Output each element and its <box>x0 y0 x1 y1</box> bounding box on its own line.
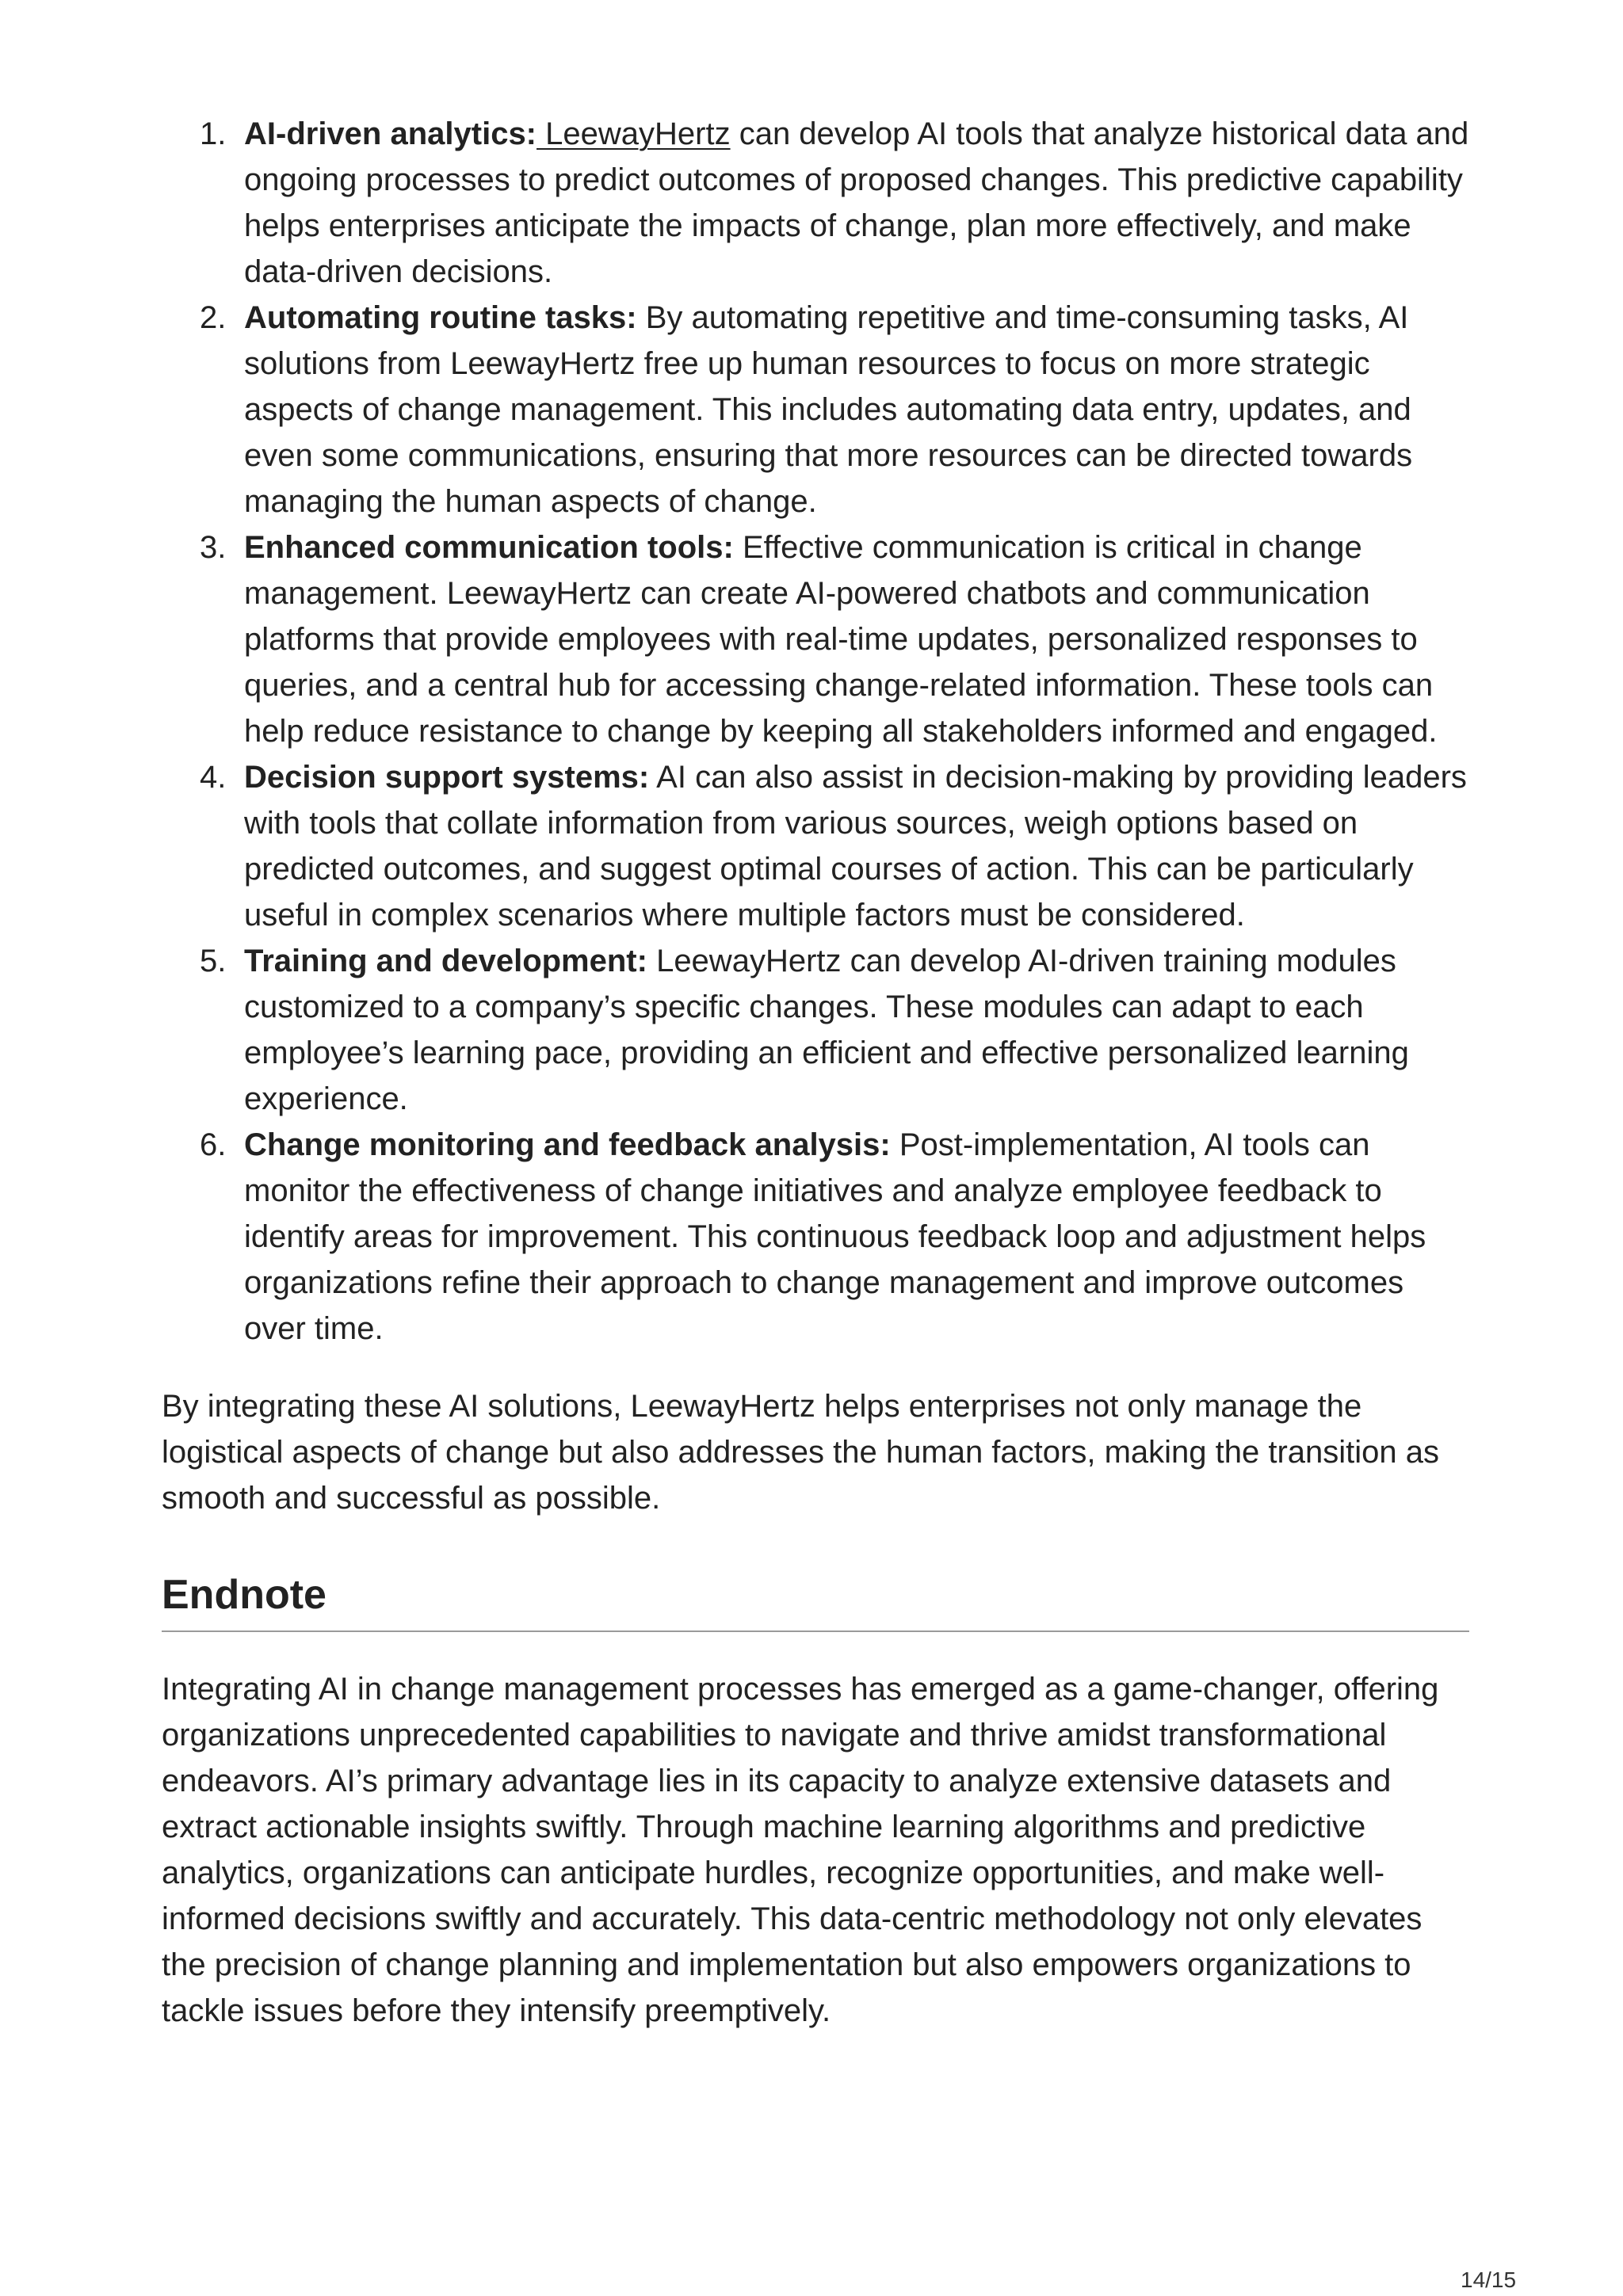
page-number: 14/15 <box>1461 2267 1517 2292</box>
list-item-text: LeewayHertz can develop AI-driven training modules customized to a company’s specific changes. These modules can adapt to each employee’s learning pace, providing an efficient and effective personalized learning experience. <box>244 944 1409 1116</box>
list-item-number: 6. <box>200 1127 227 1162</box>
list-item <box>200 938 1469 1122</box>
list-item-number: 1. <box>200 116 227 151</box>
list-item-number: 2. <box>200 300 227 335</box>
list-item-title: Change monitoring and feedback analysis: <box>244 1127 891 1162</box>
leewayhertz-link[interactable]: LeewayHertz <box>537 116 731 151</box>
list-item-title: Training and development: <box>244 944 647 978</box>
list-item-text: Post-implementation, AI tools can monitor the effectiveness of change initiatives and analyze employee feedback to identify areas for improvement. This continuous feedback loop and adjustment helps organizations refine their approach to change management and improve outcomes over time. <box>244 1127 1426 1346</box>
ai-solutions-list <box>162 111 1469 1352</box>
closing-paragraph: By integrating these AI solutions, LeewayHertz helps enterprises not only manage the logistical aspects of change but also addresses the human factors, making the transition as smooth and successful as possible. <box>162 1389 1440 1516</box>
list-item <box>200 295 1469 524</box>
list-item-number: 3. <box>200 530 227 565</box>
list-item-title: Automating routine tasks: <box>244 300 637 335</box>
list-item-number: 5. <box>200 944 227 978</box>
list-item-title: AI-driven analytics: <box>244 116 537 151</box>
list-item <box>200 111 1469 295</box>
endnote-paragraph: Integrating AI in change management processes has emerged as a game-changer, offering organizations unprecedented capabilities to navigate and thrive amidst transformational endeavors. AI’s primary advantage lies in its capacity to analyze extensive datasets and extract actionable insights swiftly. Through machine learning algorithms and predictive analytics, organizations can anticipate hurdles, recognize opportunities, and make well-informed decisions swiftly and accurately. This data-centric methodology not only elevates the precision of change planning and implementation but also empowers organizations to tackle issues before they intensify preemptively. <box>162 1672 1439 2029</box>
list-item <box>200 1122 1469 1352</box>
list-item-title: Enhanced communication tools: <box>244 530 734 565</box>
list-item <box>200 754 1469 938</box>
list-item-title: Decision support systems: <box>244 760 650 795</box>
list-item <box>200 524 1469 754</box>
page-content <box>162 111 1469 2034</box>
list-item-number: 4. <box>200 760 227 795</box>
list-item-text: can develop AI tools that analyze historical data and ongoing processes to predict outcomes of proposed changes. This predictive capability helps enterprises anticipate the impacts of change, plan more effectively, and make data-driven decisions. <box>244 116 1469 289</box>
endnote-heading: Endnote <box>162 1567 1469 1632</box>
list-item-text: AI can also assist in decision-making by providing leaders with tools that collate information from various sources, weigh options based on predicted outcomes, and suggest optimal courses of action. This can be particularly useful in complex scenarios where multiple factors must be considered. <box>244 760 1467 933</box>
list-item-text: Effective communication is critical in change management. LeewayHertz can create AI-powered chatbots and communication platforms that provide employees with real-time updates, personalized responses to queries, and a central hub for accessing change-related information. These tools can help reduce resistance to change by keeping all stakeholders informed and engaged. <box>244 530 1438 749</box>
list-item-text: By automating repetitive and time-consuming tasks, AI solutions from LeewayHertz free up human resources to focus on more strategic aspects of change management. This includes automating data entry, updates, and even some communications, ensuring that more resources can be directed towards managing the human aspects of change. <box>244 300 1413 519</box>
